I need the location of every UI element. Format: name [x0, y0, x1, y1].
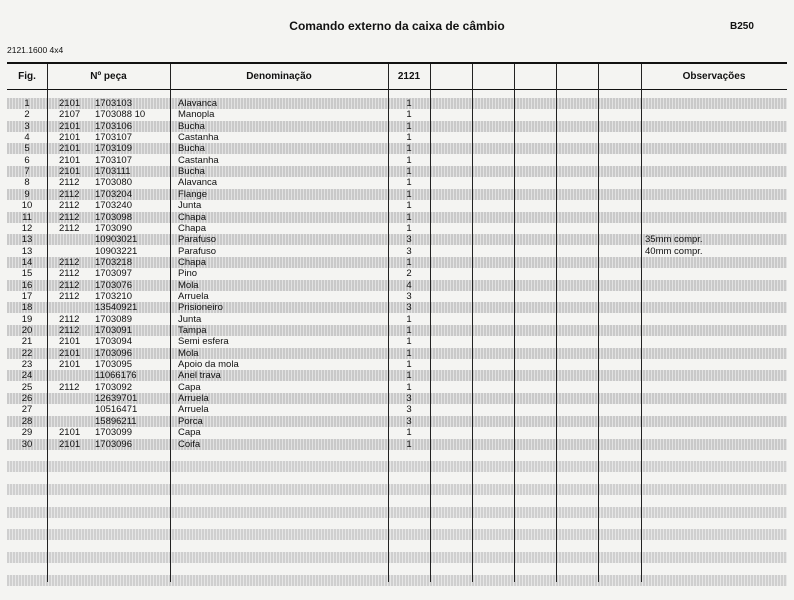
qty-cell: 1	[406, 347, 412, 359]
part-number-cell: 1703099	[95, 427, 132, 439]
fig-cell: 5	[24, 143, 30, 155]
fig-cell: 29	[21, 427, 33, 439]
part-number-cell: 15896211	[95, 415, 137, 427]
qty-cell: 1	[406, 109, 412, 121]
empty-row	[7, 552, 787, 563]
part-number-cell: 10903021	[95, 234, 138, 246]
part-prefix-cell: 2112	[59, 325, 80, 336]
part-number-cell: 1703111	[95, 166, 131, 178]
part-prefix-cell: 2112	[59, 188, 80, 200]
part-prefix-cell: 2101	[59, 359, 81, 371]
section-code: B250	[730, 21, 754, 32]
table-row	[7, 166, 787, 177]
part-number-cell: 1703095	[95, 359, 132, 371]
qty-cell: 1	[406, 166, 412, 178]
part-prefix-cell: 2112	[59, 256, 80, 268]
part-prefix-cell: 2112	[59, 381, 80, 393]
name-cell: Alavanca	[178, 177, 218, 189]
part-prefix-cell: 2101	[59, 143, 81, 155]
fig-cell: 13	[21, 234, 33, 246]
name-cell: Arruela	[178, 404, 209, 416]
fig-cell: 15	[21, 268, 33, 280]
qty-cell: 3	[406, 415, 412, 427]
header-part-number: Nº peça	[90, 71, 127, 82]
qty-cell: 1	[406, 177, 412, 189]
qty-cell: 1	[406, 132, 412, 144]
part-number-cell: 1703090	[95, 222, 132, 234]
column-divider	[598, 64, 599, 582]
fig-cell: 3	[24, 120, 30, 132]
table-row	[7, 189, 787, 200]
name-cell: Mola	[178, 347, 199, 359]
table-row	[7, 427, 787, 438]
header-qty: 2121	[397, 71, 421, 82]
empty-row	[7, 473, 787, 484]
fig-cell: 6	[24, 154, 30, 166]
part-prefix-cell: 2112	[59, 222, 80, 234]
name-cell: Castanha	[178, 132, 219, 144]
qty-cell: 1	[406, 427, 412, 439]
column-divider	[388, 64, 389, 582]
table-row	[7, 404, 787, 415]
table-row	[7, 132, 787, 143]
fig-cell: 10	[21, 200, 33, 212]
empty-row	[7, 495, 787, 506]
qty-cell: 1	[406, 98, 412, 109]
fig-cell: 24	[21, 370, 33, 382]
header-fig: Fig.	[18, 71, 36, 82]
part-number-cell: 1703080	[95, 177, 132, 189]
part-prefix-cell: 2101	[59, 98, 81, 109]
empty-row	[7, 518, 787, 529]
fig-cell: 14	[21, 256, 33, 268]
part-number-cell: 1703103	[95, 98, 132, 109]
qty-cell: 4	[406, 279, 412, 291]
qty-cell: 1	[406, 370, 412, 382]
name-cell: Bucha	[178, 120, 205, 132]
table-row	[7, 212, 787, 223]
table-row	[7, 109, 787, 120]
table-row	[7, 416, 787, 427]
name-cell: Castanha	[178, 154, 219, 166]
fig-cell: 2	[24, 109, 30, 121]
qty-cell: 1	[406, 325, 412, 336]
name-cell: Chapa	[178, 222, 206, 234]
empty-row	[7, 563, 787, 574]
empty-row	[7, 529, 787, 540]
qty-cell: 3	[406, 302, 412, 314]
part-prefix-cell: 2112	[59, 200, 80, 212]
empty-row	[7, 507, 787, 518]
table-row	[7, 268, 787, 279]
part-number-cell: 1703096	[95, 347, 132, 359]
qty-cell: 3	[406, 245, 412, 257]
qty-cell: 1	[406, 336, 412, 348]
table-row	[7, 359, 787, 370]
table-row	[7, 348, 787, 359]
name-cell: Alavanca	[178, 98, 218, 109]
fig-cell: 8	[24, 177, 30, 189]
fig-cell: 17	[21, 290, 33, 302]
part-number-cell: 1703092	[95, 381, 132, 393]
table-row	[7, 98, 787, 109]
qty-cell: 1	[406, 143, 412, 155]
note-cell: 35mm compr.	[645, 234, 703, 246]
name-cell: Semi esfera	[178, 336, 229, 348]
part-number-cell: 1703109	[95, 143, 132, 155]
name-cell: Anel trava	[178, 370, 221, 382]
name-cell: Flange	[178, 188, 208, 200]
table-row	[7, 336, 787, 347]
qty-cell: 1	[406, 313, 412, 325]
table-row	[7, 393, 787, 404]
table-row	[7, 382, 787, 393]
fig-cell: 22	[21, 347, 33, 359]
part-prefix-cell: 2112	[59, 279, 80, 291]
name-cell: Bucha	[178, 143, 205, 155]
qty-cell: 1	[406, 256, 412, 268]
name-cell: Apoio da mola	[178, 359, 239, 371]
table-row	[7, 291, 787, 302]
qty-cell: 1	[406, 222, 412, 234]
qty-cell: 3	[406, 404, 412, 416]
fig-cell: 21	[21, 336, 33, 348]
table-header	[7, 64, 787, 90]
column-divider	[641, 64, 642, 582]
qty-cell: 1	[406, 120, 412, 132]
table-row	[7, 177, 787, 188]
header-name: Denominação	[246, 71, 312, 82]
part-number-cell: 1703204	[95, 188, 132, 200]
part-number-cell: 1703210	[95, 290, 132, 302]
table-row	[7, 302, 787, 313]
header-notes: Observações	[682, 71, 746, 82]
qty-cell: 1	[406, 211, 412, 223]
fig-cell: 13	[21, 245, 33, 257]
parts-table	[7, 62, 787, 584]
part-prefix-cell: 2112	[59, 313, 80, 325]
part-prefix-cell: 2101	[59, 427, 81, 439]
note-cell: 40mm compr.	[645, 245, 703, 257]
column-divider	[430, 64, 431, 582]
table-row	[7, 200, 787, 211]
qty-cell: 1	[406, 359, 412, 371]
part-number-cell: 1703218	[95, 256, 132, 268]
part-number-cell: 1703107	[95, 154, 132, 166]
column-divider	[556, 64, 557, 582]
part-prefix-cell: 2101	[59, 347, 81, 359]
part-prefix-cell: 2101	[59, 120, 81, 132]
table-row	[7, 121, 787, 132]
part-number-cell: 1703076	[95, 279, 132, 291]
name-cell: Tampa	[178, 325, 207, 336]
empty-row	[7, 484, 787, 495]
part-number-cell: 1703094	[95, 336, 132, 348]
fig-cell: 12	[21, 222, 33, 234]
part-prefix-cell: 2101	[59, 438, 81, 450]
column-divider	[472, 64, 473, 582]
qty-cell: 1	[406, 154, 412, 166]
fig-cell: 30	[21, 438, 33, 450]
fig-cell: 28	[21, 415, 33, 427]
part-number-cell: 10516471	[95, 404, 138, 416]
empty-row	[7, 450, 787, 461]
page-title: Comando externo da caixa de câmbio	[289, 19, 505, 33]
qty-cell: 1	[406, 200, 412, 212]
name-cell: Chapa	[178, 256, 206, 268]
part-number-cell: 11066176	[95, 370, 137, 382]
table-row	[7, 439, 787, 450]
table-row	[7, 325, 787, 336]
name-cell: Capa	[178, 381, 201, 393]
qty-cell: 1	[406, 188, 412, 200]
fig-cell: 19	[21, 313, 33, 325]
part-prefix-cell: 2107	[59, 109, 81, 121]
name-cell: Capa	[178, 427, 201, 439]
column-divider	[170, 64, 171, 582]
table-row	[7, 155, 787, 166]
name-cell: Prisioneiro	[178, 302, 223, 314]
name-cell: Mola	[178, 279, 199, 291]
qty-cell: 3	[406, 393, 412, 405]
part-number-cell: 1703097	[95, 268, 132, 280]
fig-cell: 26	[21, 393, 33, 405]
fig-cell: 25	[21, 381, 33, 393]
qty-cell: 1	[406, 381, 412, 393]
empty-row	[7, 461, 787, 472]
column-divider	[514, 64, 515, 582]
empty-row	[7, 575, 787, 586]
part-prefix-cell: 2101	[59, 132, 81, 144]
part-number-cell: 1703098	[95, 211, 132, 223]
part-number-cell: 13540921	[95, 302, 138, 314]
part-prefix-cell: 2101	[59, 336, 81, 348]
fig-cell: 23	[21, 359, 33, 371]
part-number-cell: 1703096	[95, 438, 132, 450]
empty-row	[7, 541, 787, 552]
table-row	[7, 314, 787, 325]
qty-cell: 3	[406, 290, 412, 302]
fig-cell: 4	[24, 132, 30, 144]
fig-cell: 16	[21, 279, 33, 291]
name-cell: Junta	[178, 200, 202, 212]
model-label: 2121.1600 4x4	[7, 45, 64, 55]
fig-cell: 9	[24, 188, 30, 200]
fig-cell: 27	[21, 404, 33, 416]
table-row	[7, 143, 787, 154]
table-row	[7, 280, 787, 291]
table-row	[7, 246, 787, 257]
name-cell: Junta	[178, 313, 202, 325]
table-row	[7, 257, 787, 268]
qty-cell: 1	[406, 438, 412, 450]
part-prefix-cell: 2101	[59, 166, 81, 178]
part-number-cell: 1703089	[95, 313, 132, 325]
name-cell: Manopla	[178, 109, 215, 121]
fig-cell: 11	[22, 211, 32, 223]
part-prefix-cell: 2112	[59, 268, 80, 280]
name-cell: Porca	[178, 415, 203, 427]
part-prefix-cell: 2112	[59, 290, 80, 302]
name-cell: Chapa	[178, 211, 206, 223]
fig-cell: 1	[24, 98, 30, 109]
part-prefix-cell: 2101	[59, 154, 81, 166]
fig-cell: 20	[21, 325, 33, 336]
name-cell: Arruela	[178, 290, 209, 302]
table-row	[7, 223, 787, 234]
name-cell: Arruela	[178, 393, 209, 405]
name-cell: Coifa	[178, 438, 201, 450]
name-cell: Parafuso	[178, 245, 217, 257]
name-cell: Pino	[178, 268, 198, 280]
qty-cell: 3	[406, 234, 412, 246]
part-number-cell: 1703107	[95, 132, 132, 144]
part-number-cell: 10903221	[95, 245, 138, 257]
fig-cell: 7	[24, 166, 30, 178]
part-prefix-cell: 2112	[59, 177, 80, 189]
part-number-cell: 1703088 10	[95, 109, 146, 121]
name-cell: Parafuso	[178, 234, 217, 246]
part-number-cell: 1703091	[95, 325, 132, 336]
qty-cell: 2	[406, 268, 412, 280]
table-row	[7, 370, 787, 381]
part-number-cell: 1703106	[95, 120, 132, 132]
name-cell: Bucha	[178, 166, 205, 178]
part-number-cell: 1703240	[95, 200, 132, 212]
table-row	[7, 234, 787, 245]
part-prefix-cell: 2112	[59, 211, 80, 223]
part-number-cell: 12639701	[95, 393, 138, 405]
column-divider	[47, 64, 48, 582]
fig-cell: 18	[21, 302, 33, 314]
